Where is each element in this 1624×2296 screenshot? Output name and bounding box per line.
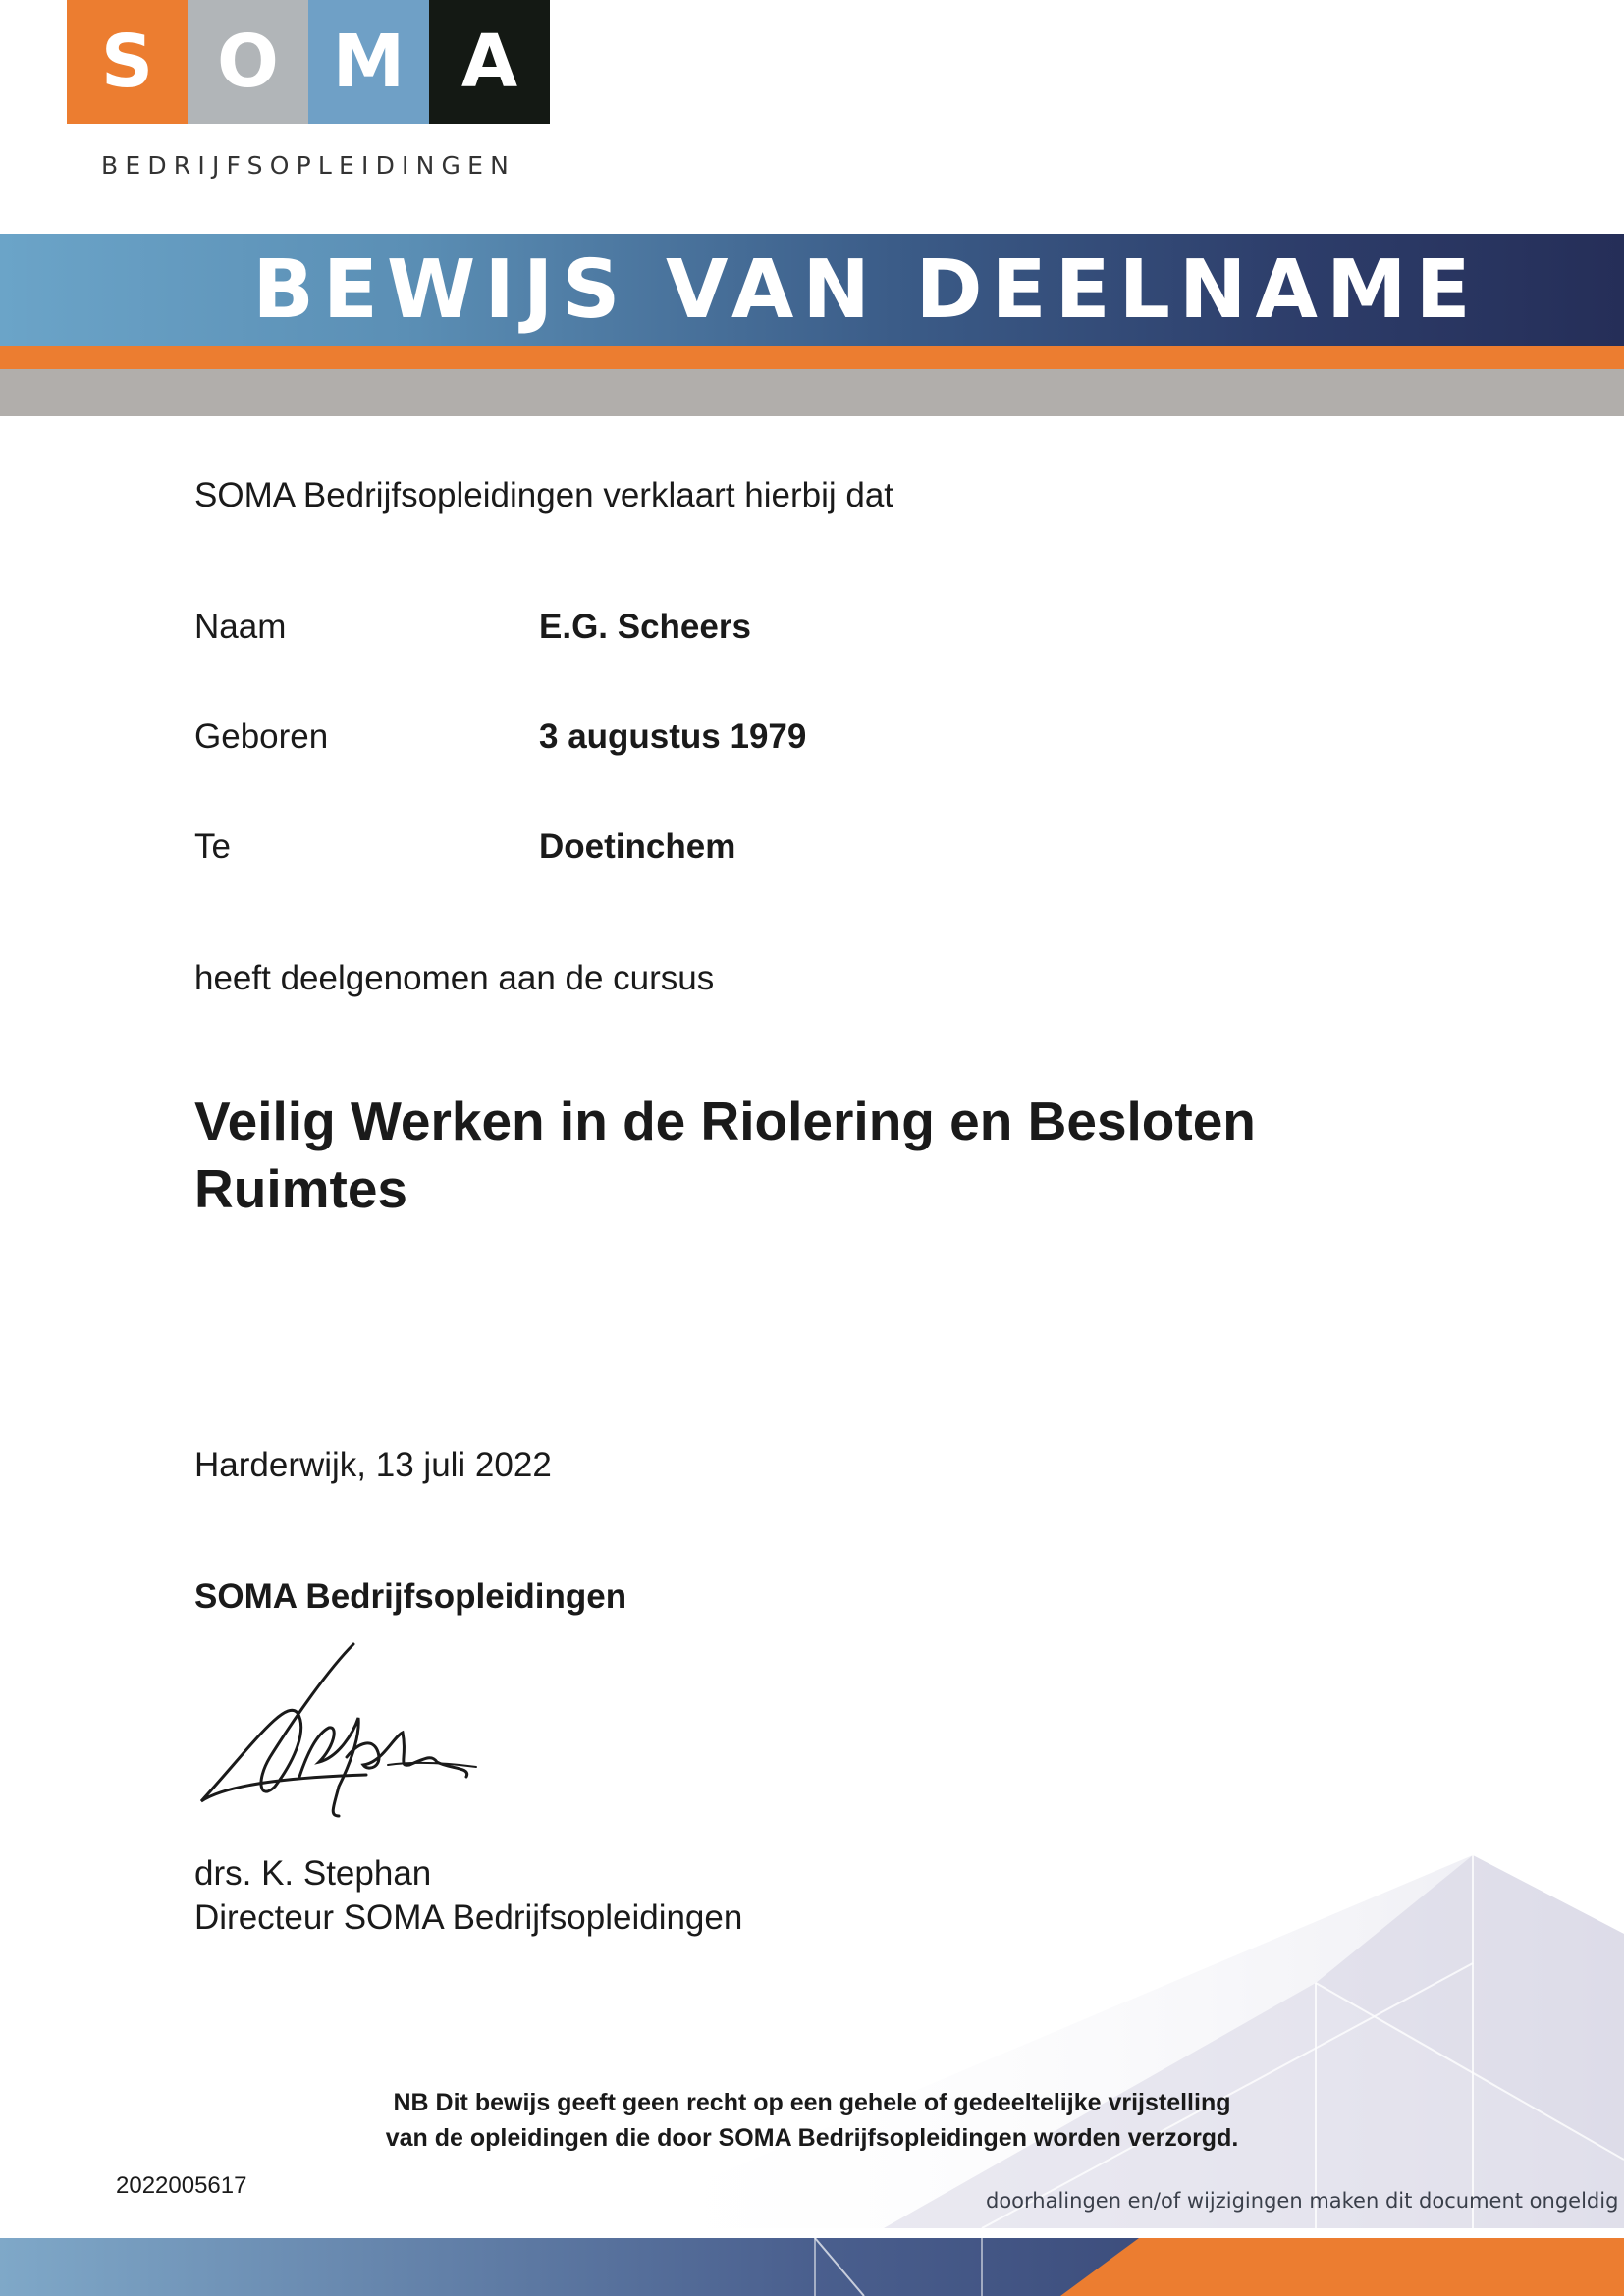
grey-stripe — [0, 369, 1624, 416]
certificate-title: BEWIJS VAN DEELNAME — [252, 242, 1480, 337]
place-date: Harderwijk, 13 juli 2022 — [194, 1446, 552, 1484]
logo-subtitle: BEDRIJFSOPLEIDINGEN — [101, 151, 515, 180]
course-title: Veilig Werken in de Riolering en Besloten Ruimtes — [194, 1091, 1256, 1219]
soma-logo — [67, 0, 550, 124]
field-label-name: Naam — [194, 608, 287, 646]
signature-image — [191, 1639, 486, 1826]
logo-letter-m: M — [308, 0, 429, 124]
logo-letter-s: S — [67, 0, 188, 124]
field-value-born: 3 augustus 1979 — [539, 718, 807, 756]
document-number: 2022005617 — [116, 2172, 247, 2199]
field-value-place: Doetinchem — [539, 828, 736, 866]
field-label-born: Geboren — [194, 718, 329, 756]
intro-text: SOMA Bedrijfsopleidingen verklaart hierbij dat — [194, 476, 894, 514]
organisation-name: SOMA Bedrijfsopleidingen — [194, 1577, 627, 1616]
logo-letter-o: O — [188, 0, 308, 124]
field-label-place: Te — [194, 828, 231, 866]
logo-letter-a: A — [429, 0, 550, 124]
signer-title: Directeur SOMA Bedrijfsopleidingen — [194, 1898, 743, 1937]
participated-text: heeft deelgenomen aan de cursus — [194, 959, 715, 997]
nb-notice — [196, 2085, 1428, 2156]
signer-name: drs. K. Stephan — [194, 1854, 432, 1893]
nb-notice-line-2: van de opleidingen die door SOMA Bedrijfsopleidingen worden verzorgd. — [385, 2124, 1239, 2152]
nb-notice-line-1: NB Dit bewijs geeft geen recht op een gehele of gedeeltelijke vrijstelling — [393, 2089, 1231, 2116]
orange-stripe — [0, 346, 1624, 369]
field-value-name: E.G. Scheers — [539, 608, 751, 646]
validity-disclaimer: doorhalingen en/of wijzigingen maken dit document ongeldig — [986, 2189, 1619, 2213]
